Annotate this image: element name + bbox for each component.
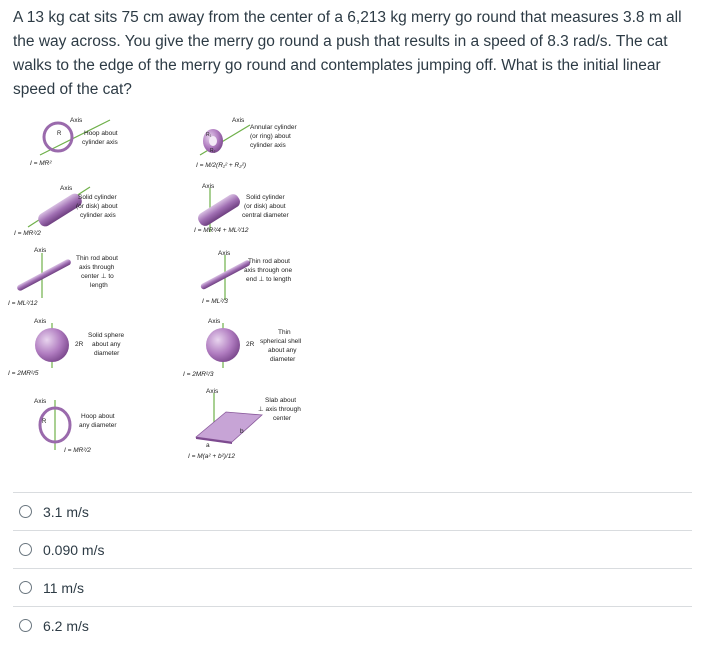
solid-sphere-axis-label: Axis [34, 318, 47, 325]
rod-center-caption-4: length [90, 282, 108, 289]
slab-caption-1: Slab about [265, 397, 297, 404]
rod-center-formula: I = ML²/12 [8, 300, 38, 307]
rod-center-caption-1: Thin rod about [76, 255, 118, 262]
hoop-radius-label: R [57, 131, 62, 137]
shell-formula: I = 2MR²/3 [183, 371, 214, 378]
solid-cylinder-axis [14, 185, 118, 237]
annular-cylinder [196, 117, 297, 169]
solid-cyl-caption-3: cylinder axis [80, 212, 116, 219]
annular-axis-label: Axis [232, 117, 245, 124]
solid-cyl-diam-caption-1: Solid cylinder [246, 194, 285, 201]
slab-b: b [240, 428, 244, 435]
solid-cyl-formula: I = MR²/2 [14, 230, 41, 237]
solid-sphere-caption-3: diameter [94, 350, 120, 357]
solid-sphere [8, 318, 125, 377]
slab-caption-2: ⊥ axis through [258, 406, 301, 413]
hoop-diameter [34, 398, 117, 454]
rod-end-formula: I = ML²/3 [202, 298, 228, 305]
solid-sphere-formula: I = 2MR²/5 [8, 370, 39, 377]
hoop-caption-2: cylinder axis [82, 139, 118, 146]
hoop-diam-radius-label: R [42, 419, 47, 425]
radio-button[interactable] [19, 505, 32, 518]
slab-a: a [206, 442, 210, 449]
moment-of-inertia-diagram [0, 110, 330, 480]
shell-axis-label: Axis [208, 318, 221, 325]
answer-option-1[interactable] [13, 492, 692, 530]
rod-end-caption-1: Thin rod about [248, 258, 290, 265]
hoop-axis-label: Axis [70, 117, 83, 124]
annular-caption-1: Annular cylinder [250, 124, 297, 131]
solid-cylinder-diameter [194, 183, 289, 234]
solid-sphere-caption-1: Solid sphere [88, 332, 125, 339]
annular-r1: R₁ [206, 132, 212, 138]
solid-cyl-diam-caption-3: central diameter [242, 212, 289, 219]
annular-caption-2: (or ring) about [250, 133, 291, 140]
solid-cyl-caption-1: Solid cylinder [78, 194, 117, 201]
answer-label: 3.1 m/s [43, 503, 89, 520]
slab [188, 388, 301, 460]
hoop-cylinder-axis [30, 117, 119, 167]
radio-button[interactable] [19, 543, 32, 556]
annular-caption-3: cylinder axis [250, 142, 286, 149]
question-text: A 13 kg cat sits 75 cm away from the center of a 6,213 kg merry go round that measures 3.8 m all the way across. You give the merry go round a push that results in a speed of 8.3 rad/s. The cat walks to the edge of the merry go round and contemplates jumping off. What is the initial linear speed of the cat? [13, 9, 682, 98]
hoop-diam-caption-1: Hoop about [81, 413, 115, 420]
solid-sphere-caption-2: about any [92, 341, 121, 348]
slab-caption-3: center [273, 415, 292, 422]
rod-center-caption-2: axis through [79, 264, 115, 271]
solid-cyl-axis-label: Axis [60, 185, 73, 192]
radio-button[interactable] [19, 581, 32, 594]
solid-cyl-diam-formula: I = MR²/4 + ML²/12 [194, 227, 249, 234]
answer-list [13, 492, 692, 644]
rod-end [200, 250, 293, 305]
rod-center-axis-label: Axis [34, 247, 47, 254]
solid-cyl-diam-caption-2: (or disk) about [244, 203, 286, 210]
shell-caption-4: diameter [270, 356, 296, 363]
shell-caption-1: Thin [278, 329, 291, 336]
solid-cyl-diam-axis-label: Axis [202, 183, 215, 190]
shell-caption-3: about any [268, 347, 297, 354]
moment-of-inertia-figure [0, 110, 330, 480]
rod-end-axis-label: Axis [218, 250, 231, 257]
answer-label: 6.2 m/s [43, 617, 89, 634]
slab-axis-label: Axis [206, 388, 219, 395]
hoop-diam-axis-label: Axis [34, 398, 47, 405]
spherical-shell [183, 318, 302, 378]
radio-button[interactable] [19, 619, 32, 632]
hoop-formula: I = MR² [30, 160, 52, 167]
hoop-caption-1: Hoop about [84, 130, 118, 137]
shell-dim: 2R [246, 341, 255, 348]
solid-sphere-dim: 2R [75, 341, 84, 348]
rod-end-caption-3: end ⊥ to length [246, 276, 292, 283]
answer-option-3[interactable] [13, 568, 692, 606]
hoop-diam-formula: I = MR²/2 [64, 447, 91, 454]
rod-end-caption-2: axis through one [244, 267, 293, 274]
answer-option-4[interactable] [13, 606, 692, 644]
rod-center-caption-3: center ⊥ to [81, 273, 114, 280]
shell-caption-2: spherical shell [260, 338, 302, 345]
answer-option-2[interactable] [13, 530, 692, 568]
annular-r2: R₂ [210, 148, 216, 154]
solid-cyl-caption-2: (or disk) about [76, 203, 118, 210]
answer-label: 11 m/s [43, 579, 84, 596]
hoop-diam-caption-2: any diameter [79, 422, 117, 429]
rod-center [8, 247, 118, 307]
annular-formula: I = M/2(R₁² + R₂²) [196, 162, 247, 169]
answer-label: 0.090 m/s [43, 541, 105, 558]
slab-formula: I = M(a² + b²)/12 [188, 453, 235, 460]
